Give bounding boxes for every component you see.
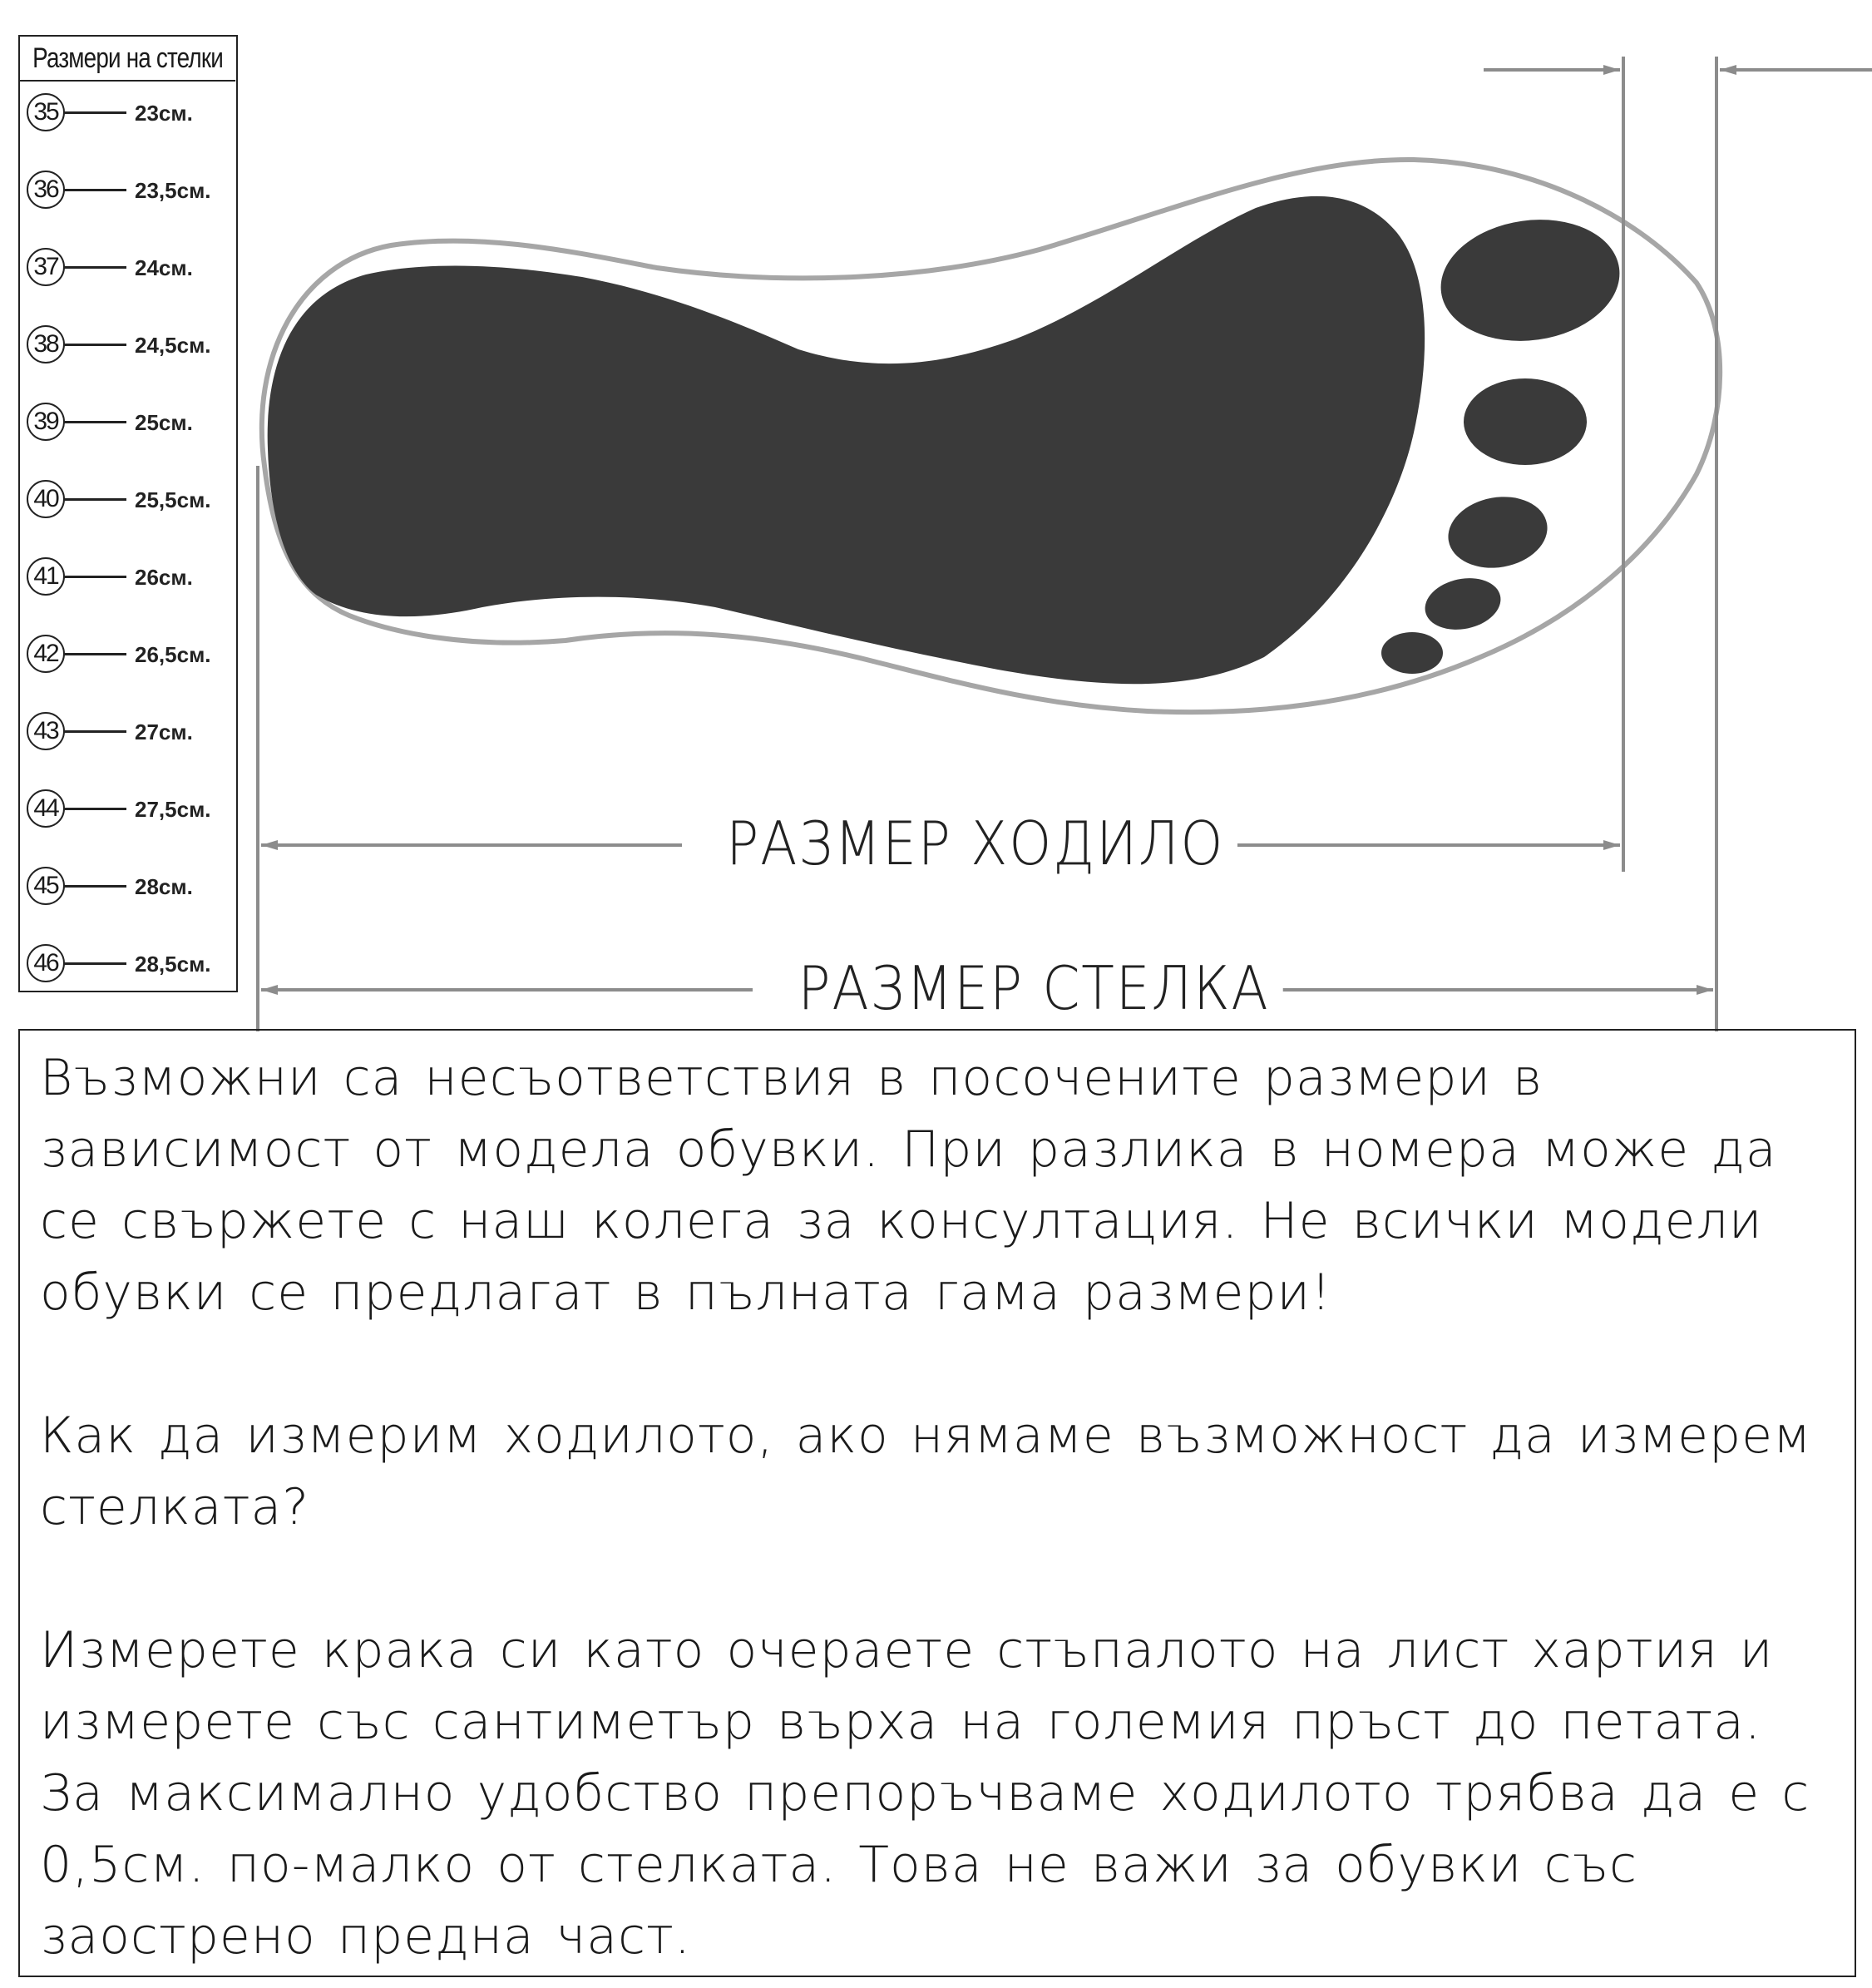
toe-little <box>1381 632 1443 674</box>
size-table-title: Размери на стелки <box>20 37 235 82</box>
toe-third <box>1443 489 1553 576</box>
foot-size-label: РАЗМЕР ХОДИЛО <box>713 809 1237 878</box>
size-number: 40 <box>27 480 65 518</box>
size-number: 39 <box>27 403 65 441</box>
size-number: 37 <box>27 248 65 286</box>
size-length: 24,5см. <box>135 333 211 358</box>
toe-big <box>1433 209 1628 353</box>
toe-second <box>1464 378 1587 465</box>
toe-fourth <box>1420 571 1505 636</box>
size-number: 43 <box>27 712 65 750</box>
size-number: 36 <box>27 171 65 209</box>
info-paragraph-disclaimer: Възможни са несъответствия в посочените размери в зависимост от модела обувки. При разлика в номера може да се свържете с наш колега за консултация. Не всички модели обувки се предлагат в пълната гама размери! <box>40 1049 1777 1322</box>
size-number: 38 <box>27 325 65 363</box>
size-length: 25см. <box>135 410 193 435</box>
size-number: 35 <box>27 93 65 131</box>
info-box <box>18 1029 1856 1977</box>
size-number: 46 <box>27 944 65 982</box>
size-length: 26,5см. <box>135 642 211 667</box>
size-length: 25,5см. <box>135 487 211 512</box>
size-number: 45 <box>27 867 65 905</box>
size-number: 41 <box>27 557 65 596</box>
foot-sole <box>268 196 1425 684</box>
insole-size-label: РАЗМЕР СТЕЛКА <box>784 953 1282 1023</box>
size-length: 28,5см. <box>135 952 211 977</box>
size-length: 24см. <box>135 255 193 280</box>
size-length: 27,5см. <box>135 797 211 822</box>
info-paragraph-question: Как да измерим ходилото, ако нямаме възможност да измерем стелката? <box>40 1407 1812 1536</box>
size-number: 44 <box>27 789 65 828</box>
size-length: 26см. <box>135 565 193 590</box>
size-length: 28см. <box>135 874 193 899</box>
size-number: 42 <box>27 635 65 673</box>
size-length: 23см. <box>135 101 193 126</box>
info-paragraph-instructions: Измерете крака си като очераете стъпалото на лист хартия и измерете със сантиметър върха на големия пръст до петата. За максимално удобство препоръчваме ходилото трябва да е с 0,5см. по-малко от стелката. Това не важи за обувки със заострено предна част. <box>40 1621 1810 1966</box>
size-length: 23,5см. <box>135 178 211 203</box>
size-length: 27см. <box>135 720 193 744</box>
